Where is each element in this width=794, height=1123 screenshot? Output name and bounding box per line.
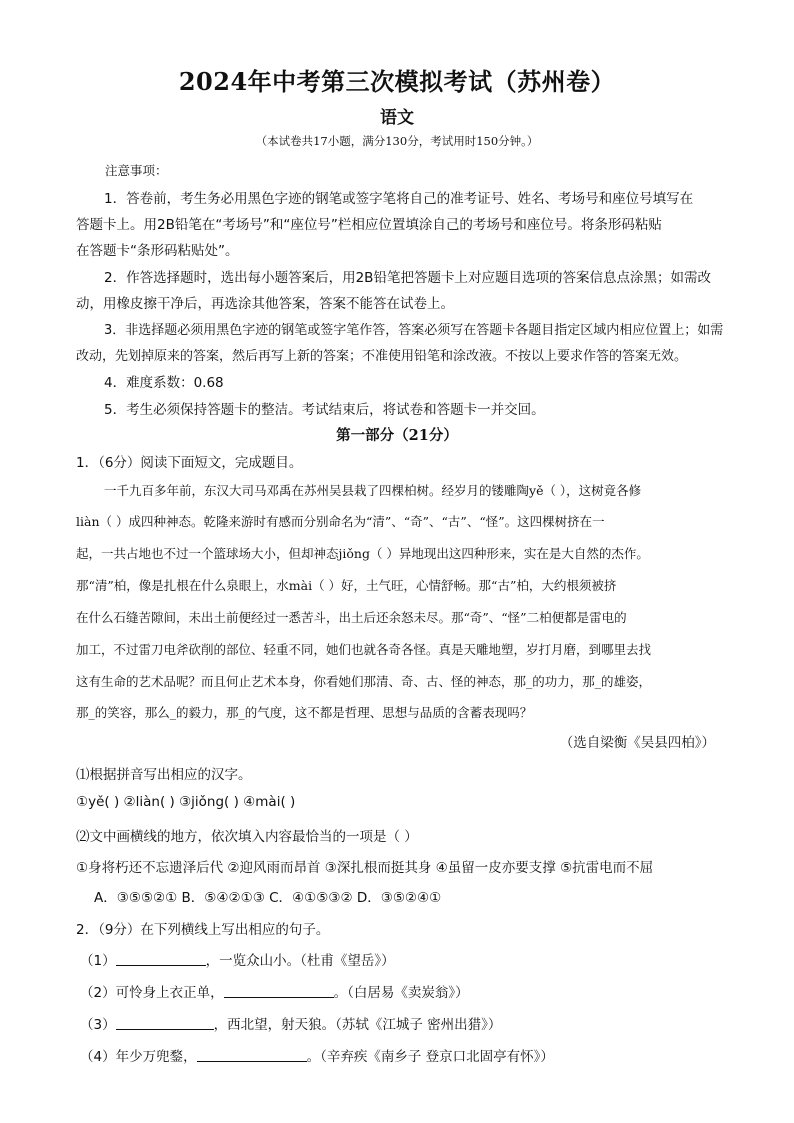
notice-label: 注意事项：: [105, 163, 168, 178]
answer-blank-2[interactable]: [224, 984, 334, 998]
blank-item-1-prefix: （1）: [80, 953, 116, 969]
answer-blank-3[interactable]: [116, 1016, 214, 1030]
blank-item-2-suffix: 。（白居易《卖炭翁》）: [333, 985, 469, 1001]
blank-item-2-prefix: （2）可怜身上衣正单，: [80, 985, 224, 1001]
passage-line: 加工，不过雷刀电斧砍削的部位、轻重不同，她们也就各奇各怪。真是天雕地塑，岁打月磨，到哪里去找: [76, 642, 652, 657]
blank-item-3: [80, 1013, 501, 1033]
passage-line: 起，一共占地也不过一个篮球场大小，但却神态jiǒng（ ）异地现出这四种形来，实在是大自然的杰作。: [76, 546, 649, 561]
blank-item-4-prefix: （4）年少万兜鍪，: [80, 1049, 197, 1065]
blank-item-4-suffix: 。（辛弃疾《南乡子 登京口北固亭有怀》）: [306, 1049, 554, 1065]
passage-source: （选自梁衡《吴县四柏》）: [559, 735, 715, 751]
notice-item-3-line-1: 3．非选择题必须用黑色字迹的钢笔或签字笔作答，答案必须写在答题卡各题目指定区域内相应位置上；如需: [104, 323, 724, 338]
blank-item-3-prefix: （3）: [80, 1017, 116, 1033]
passage-line: 那_的笑容，那么_的毅力，那_的气度，这不都是哲理、思想与品质的含蓄表现吗？: [76, 705, 533, 720]
blank-item-2: [80, 981, 469, 1001]
passage-line: liàn（ ）成四种神态。乾隆来游时有感而分别命名为“清”、“奇”、“古”、“怪”。这四棵树挤在一: [76, 514, 605, 529]
part-1-title: 第一部分（21分）: [336, 427, 458, 444]
question-2-stem: 2．（9分）在下列横线上写出相应的句子。: [76, 922, 330, 938]
sub-question-2-stem: ⑵文中画横线的地方，依次填入内容最恰当的一项是（ ）: [76, 829, 418, 845]
blank-item-1-suffix: ，一览众山小。（杜甫《望岳》）: [205, 953, 395, 969]
question-1-stem: 1．（6分）阅读下面短文，完成题目。: [76, 455, 303, 471]
blank-item-3-suffix: ，西北望，射天狼。（苏轼《江城子 密州出猎》）: [213, 1017, 502, 1033]
answer-blank-4[interactable]: [197, 1048, 307, 1062]
notice-item-1-line-2: 答题卡上。用2B铅笔在“考场号”和“座位号”栏相应位置填涂自己的考场号和座位号。将条形码粘贴: [76, 217, 662, 233]
answer-blank-1[interactable]: [116, 952, 206, 966]
notice-item-1-line-3: 在答题卡“条形码粘贴处”。: [76, 243, 239, 259]
notice-item-2-line-2: 动，用橡皮擦干净后，再选涂其他答案，答案不能答在试卷上。: [76, 296, 454, 312]
exam-meta: （本试卷共17小题，满分130分，考试用时150分钟。）: [255, 134, 539, 148]
notice-item-5: 5．考生必须保持答题卡的整洁。考试结束后，将试卷和答题卡一并交回。: [104, 402, 545, 418]
blank-item-4: [80, 1045, 554, 1065]
blank-item-1: [80, 949, 395, 969]
notice-item-3-line-2: 改动，先划掉原来的答案，然后再写上新的答案；不准使用铅笔和涂改液。不按以上要求作答的答案无效。: [76, 349, 688, 364]
notice-item-1-line-1: 1．答卷前，考生务必用黑色字迹的钢笔或签字笔将自己的准考证号、姓名、考场号和座位号填写在: [104, 191, 694, 207]
sub-question-2-phrases: ①身将朽还不忘遗泽后代 ②迎风雨而昂首 ③深扎根而挺其身 ④虽留一皮亦要支撑 ⑤抗雷电而不屈: [76, 860, 654, 876]
sub-question-1-options: ①yě( ) ②liàn( ) ③jiǒng( ) ④mài( ): [76, 794, 296, 810]
passage-line: 一千九百多年前，东汉大司马邓禹在苏州吴县栽了四棵柏树。经岁月的镂雕陶yě（ ），这树竟各修: [104, 483, 642, 498]
notice-item-4: 4．难度系数：0.68: [104, 375, 224, 391]
subject-title: 语文: [380, 108, 414, 128]
sub-question-1-stem: ⑴根据拼音写出相应的汉字。: [76, 767, 252, 783]
sub-question-2-answers: A．③⑤⑤②① B．⑤④②①③ C．④①⑤③② D．③⑤②④①: [94, 890, 442, 906]
exam-title: 2024年中考第三次模拟考试（苏州卷）: [178, 67, 616, 96]
notice-item-2-line-1: 2．作答选择题时，选出每小题答案后，用2B铅笔把答题卡上对应题目选项的答案信息点涂黑；如需改: [104, 270, 711, 286]
passage-line: 在什么石缝苦隙间，未出土前便经过一悉苦斗，出土后还余怒未尽。那“奇”、“怪”二柏便都是雷电的: [76, 610, 627, 625]
passage-line: 那“清”柏，像是扎根在什么泉眼上，水mài（ ）好，土气旺，心情舒畅。那“古”柏，大约根须被挤: [76, 578, 617, 593]
passage-line: 这有生命的艺术品呢？而且何止艺术本身，你看她们那清、奇、古、怪的神态，那_的功力，那_的雄姿，: [76, 674, 652, 689]
